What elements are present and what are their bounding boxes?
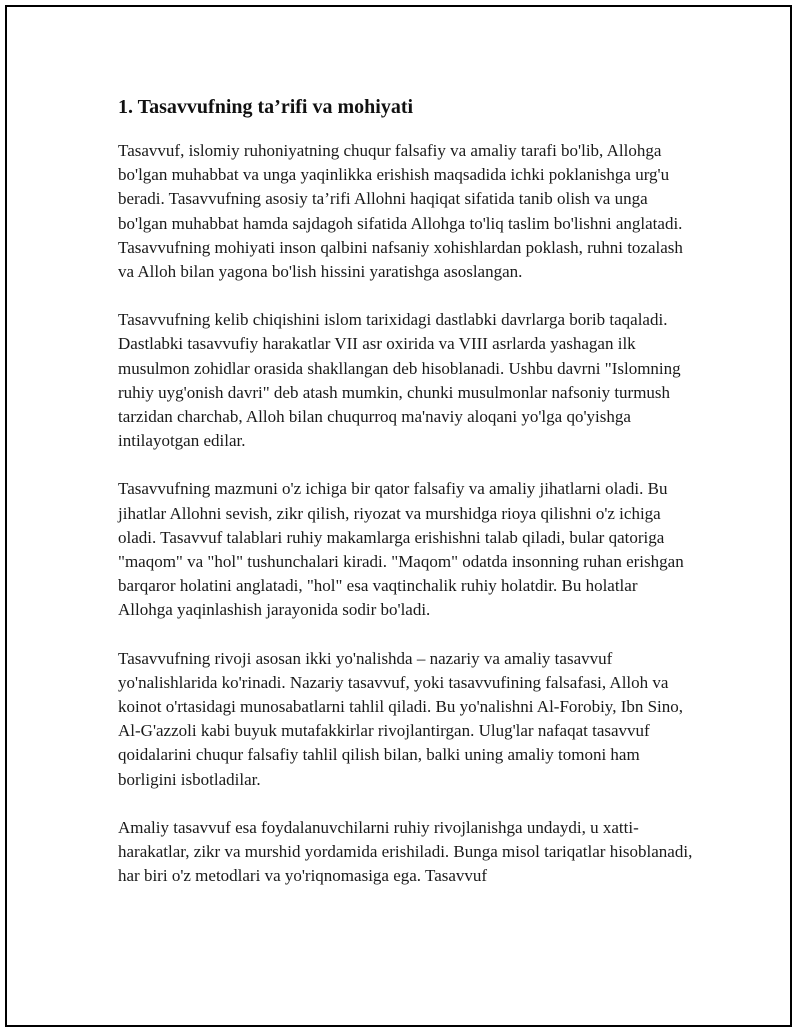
paragraph-2: Tasavvufning kelib chiqishini islom tarixidagi dastlabki davrlarga borib taqaladi. Dastlabki tasavvufiy harakatlar VII asr oxirida va VIII asrlarda yashagan ilk musulmon zohidlar orasida shakllangan deb hisoblanadi. Ushbu davrni "Islomning ruhiy uyg'onish davri" deb atash mumkin, chunki musulmonlar nafsoniy turmush tarzidan charchab, Alloh bilan chuqurroq ma'naviy aloqani yo'lga qo'yishga intilayotgan edilar. <box>118 310 681 451</box>
section-heading: 1. Tasavvufning ta’rifi va mohiyati <box>118 96 414 118</box>
paragraph-1: Tasavvuf, islomiy ruhoniyatning chuqur falsafiy va amaliy tarafi bo'lib, Allohga bo'lgan muhabbat va unga yaqinlikka erishish maqsadida ichki poklanishga urg'u beradi. Tasavvufning asosiy ta’rifi Allohni haqiqat sifatida tanib olish va unga bo'lgan muhabbat hamda sajdagoh sifatida Allohga to'liq taslim bo'lishni anglatadi. Tasavvufning mohiyati inson qalbini nafsaniy xohishlardan poklash, ruhni tozalash va Alloh bilan yagona bo'lish hissini yaratishga asoslangan. <box>118 141 683 282</box>
paragraph-3: Tasavvufning mazmuni o'z ichiga bir qator falsafiy va amaliy jihatlarni oladi. Bu jihatlar Allohni sevish, zikr qilish, riyozat va murshidga rioya qilishni o'z ichiga oladi. Tasavvuf talablari ruhiy makamlarga erishishni talab qiladi, bular qatoriga "maqom" va "hol" tushunchalari kiradi. "Maqom" odatda insonning ruhan erishgan barqaror holatini anglatadi, "hol" esa vaqtinchalik ruhiy holatdir. Bu holatlar Allohga yaqinlashish jarayonida sodir bo'ladi. <box>118 479 684 620</box>
paragraph-5: Amaliy tasavvuf esa foydalanuvchilarni ruhiy rivojlanishga undaydi, u xatti-harakatlar, zikr va murshid yordamida erishiladi. Bunga misol tariqatlar hisoblanadi, har biri o'z metodlari va yo'riqnomasiga ega. Tasavvuf <box>118 817 693 886</box>
document-body <box>118 95 693 912</box>
paragraph-4: Tasavvufning rivoji asosan ikki yo'nalishda – nazariy va amaliy tasavvuf yo'nalishlarida ko'rinadi. Nazariy tasavvuf, yoki tasavvufining falsafasi, Alloh va koinot o'rtasidagi munosabatlarni tahlil qiladi. Bu yo'nalishni Al-Forobiy, Ibn Sino, Al-G'azzoli kabi buyuk mutafakkirlar rivojlantirgan. Ulug'lar nafaqat tasavvuf qoidalarini chuqur falsafiy tahlil qilish bilan, balki uning amaliy tomoni ham borligini isbotladilar. <box>118 648 684 789</box>
